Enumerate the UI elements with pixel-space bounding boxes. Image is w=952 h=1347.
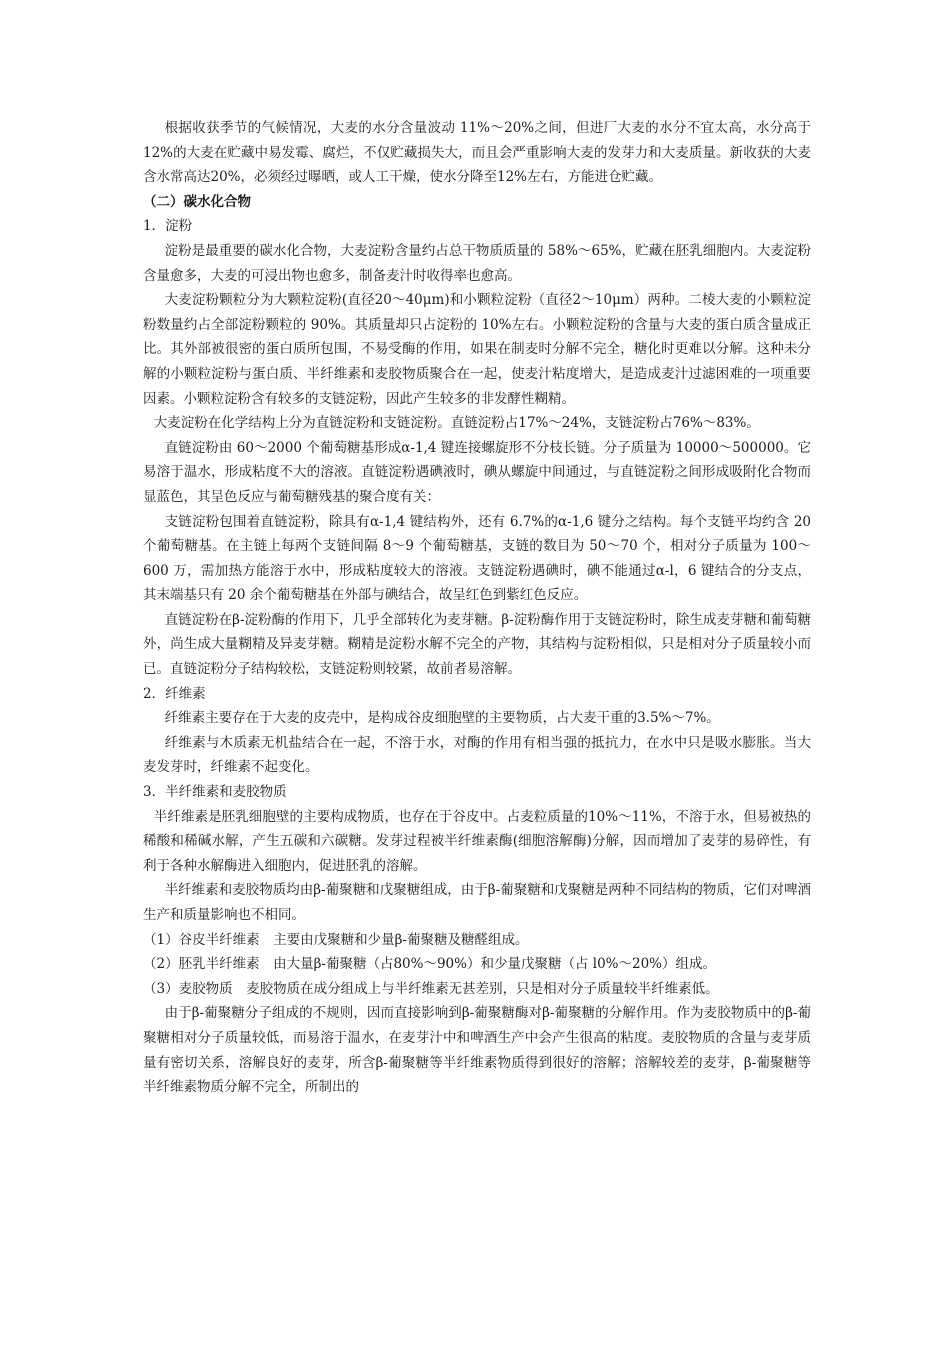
section-heading-carbohydrates: （二）碳水化合物 [143,193,251,210]
paragraph-hemicellulose: 半纤维素是胚乳细胞壁的主要构成物质，也存在于谷皮中。占麦粒质量的10%～11%，不溶于水，但易被热的稀酸和稀碱水解，产生五碳和六碳糖。发芽过程被半纤维素酶(细胞溶解酶)分解，因而增加了麦芽的易碎性，有利于各种水解酶进入细胞内，促进胚乳的溶解。 [143,808,811,874]
list-item-husk-hemicellulose: （1）谷皮半纤维素 主要由戊聚糖和少量β-葡聚糖及糖醛组成。 [143,931,529,948]
document-body [143,116,811,1100]
paragraph-cellulose-location: 纤维素主要存在于大麦的皮壳中，是构成谷皮细胞壁的主要物质，占大麦干重的3.5%～7%。 [164,710,720,727]
paragraph-moisture: 根据收获季节的气候情况，大麦的水分含量波动 11%～20%之间，但进厂大麦的水分不宜太高，水分高于 12%的大麦在贮藏中易发霉、腐烂，不仅贮藏损失大，而且会严重影响大麦的发芽力和大麦质量。新收获的大麦含水常高达20%，必须经过曝晒，或人工干燥，使水分降至12%左右，方能进仓贮藏。 [143,120,811,186]
list-item-gum-substances: （3）麦胶物质 麦胶物质在成分组成上与半纤维素无甚差别，只是相对分子质量较半纤维素低。 [143,980,719,997]
paragraph-glucan-effect: 由于β-葡聚糖分子组成的不规则，因而直接影响到β-葡聚糖酶对β-葡聚糖的分解作用。作为麦胶物质中的β-葡聚糖相对分子质量较低，而易溶于温水，在麦芽汁中和啤酒生产中会产生很高的粘度。麦胶物质的含量与麦芽质量有密切关系，溶解良好的麦芽，所含β-葡聚糖等半纤维素物质得到很好的溶解；溶解较差的麦芽，β-葡聚糖等半纤维素物质分解不完全，所制出的 [143,1005,811,1096]
subheading-cellulose: 2．纤维素 [143,685,206,702]
subheading-starch: 1．淀粉 [143,218,193,235]
paragraph-starch-content: 淀粉是最重要的碳水化合物，大麦淀粉含量约占总干物质质量的 58%～65%，贮藏在胚乳细胞内。大麦淀粉含量愈多，大麦的可浸出物也愈多，制备麦汁时收得率也愈高。 [143,242,811,284]
paragraph-beta-amylase: 直链淀粉在β-淀粉酶的作用下，几乎全部转化为麦芽糖。β-淀粉酶作用于支链淀粉时，除生成麦芽糖和葡萄糖外，尚生成大量糊精及异麦芽糖。糊精是淀粉水解不完全的产物，其结构与淀粉相似，只是相对分子质量较小而已。直链淀粉分子结构较松，支链淀粉则较紧，故前者易溶解。 [143,611,811,678]
subheading-hemicellulose: 3．半纤维素和麦胶物质 [143,784,287,801]
paragraph-starch-structure: 大麦淀粉在化学结构上分为直链淀粉和支链淀粉。直链淀粉占17%～24%，支链淀粉占76%～83%。 [153,415,760,432]
paragraph-glucan-pentosan: 半纤维素和麦胶物质均由β-葡聚糖和戊聚糖组成，由于β-葡聚糖和戊聚糖是两种不同结构的物质，它们对啤酒生产和质量影响也不相同。 [143,882,811,923]
list-item-endosperm-hemicellulose: （2）胚乳半纤维素 由大量β-葡聚糖（占80%～90%）和少量戊聚糖（占 l0%～20%）组成。 [143,956,716,973]
paragraph-amylopectin: 支链淀粉包围着直链淀粉，除具有α-1,4 键结构外，还有 6.7%的α-1,6 键分之结构。每个支链平均约含 20 个葡萄糖基。在主链上每两个支链间隔 8～9 个葡萄糖基，支链的数目为 50～70 个，相对分子质量为 100～600 万，需加热方能溶于水中，形成粘度较大的溶液。支链淀粉遇碘时，碘不能通过α-l，6 键结合的分支点，其末端基只有 20 余个葡萄糖基在外部与碘结合，故呈红色到紫红色反应。 [143,513,811,604]
paragraph-amylose: 直链淀粉由 60～2000 个葡萄糖基形成α-1,4 键连接螺旋形不分枝长链。分子质量为 10000～500000。它易溶于温水，形成粘度不大的溶液。直链淀粉遇碘液时，碘从螺旋中间通过，与直链淀粉之间形成吸附化合物而显蓝色，其呈色反应与葡萄糖残基的聚合度有关： [143,439,811,505]
paragraph-cellulose-properties: 纤维素与木质素无机盐结合在一起，不溶于水，对酶的作用有相当强的抵抗力，在水中只是吸水膨胀。当大麦发芽时，纤维素不起变化。 [143,734,811,776]
paragraph-starch-granules: 大麦淀粉颗粒分为大颗粒淀粉(直径20～40μm)和小颗粒淀粉（直径2～10μm）两种。二棱大麦的小颗粒淀粉数量约占全部淀粉颗粒的 90%。其质量却只占淀粉的 10%左右。小颗粒淀粉的含量与大麦的蛋白质含量成正比。其外部被很密的蛋白质所包围，不易受酶的作用，如果在制麦时分解不完全，糖化时更难以分解。这种未分解的小颗粒淀粉与蛋白质、半纤维素和麦胶物质聚合在一起，使麦汁粘度增大，是造成麦汁过滤困难的一项重要因素。小颗粒淀粉含有较多的支链淀粉，因此产生较多的非发酵性糊精。 [143,292,811,407]
